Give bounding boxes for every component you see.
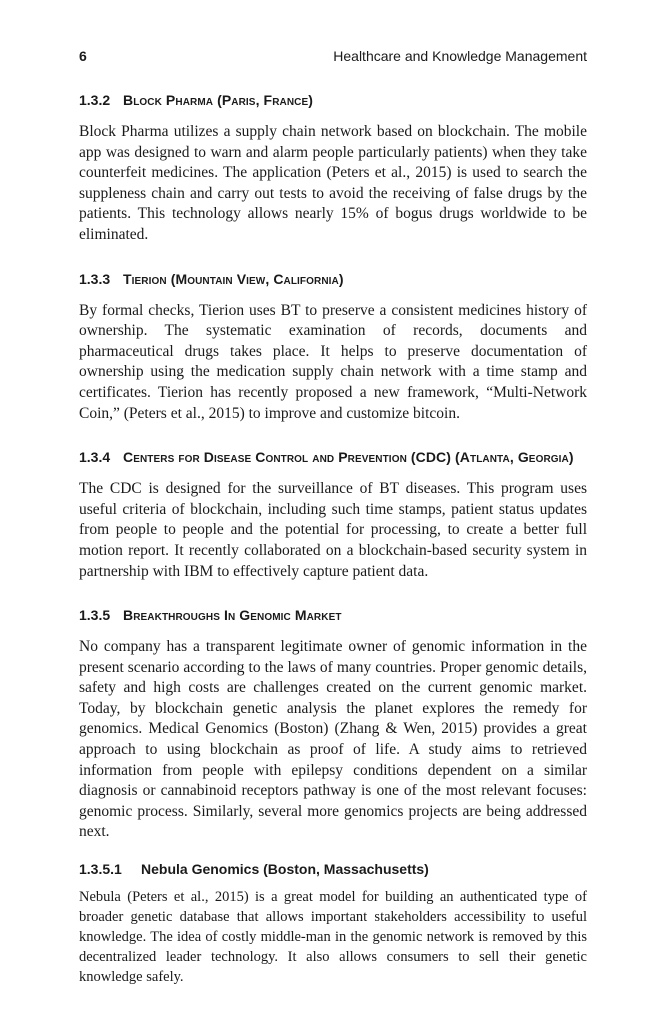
section-paragraph: By formal checks, Tierion uses BT to preserve a consistent medicines history of ownership. The systematic examination of records, documents and pharmaceutical drugs takes place. It helps to preserve documentation of ownership using the medication supply chain network with a time stamp and certificates. Tierion has recently proposed a new framework, “Multi-Network Coin,” (Peters et al., 2015) to improve and customize bitcoin. [79,301,587,422]
section-paragraph: Block Pharma utilizes a supply chain network based on blockchain. The mobile app was designed to warn and alarm people particularly patients) when they take counterfeit medicines. The application (Peters et al., 2015) is used to search the suppleness chain and carry out tests to avoid the receiving of false drugs by the patients. This technology allows nearly 15% of bogus drugs worldwide to be eliminated. [79,123,587,243]
section-genomic-market [79,605,587,843]
section-tierion [79,269,587,425]
running-title: Healthcare and Knowledge Management [333,48,587,64]
subsection-paragraph: Nebula (Peters et al., 2015) is a great model for building an authenticated type of broader genetic database that allows important stakeholders accessibility to useful knowledge. The idea of costly middle-man in the genomic network is removed by this decentralized leader technology. It also allows consumers to sell their genetic knowledge safely. [79,889,587,986]
page-number: 6 [79,48,87,64]
section-heading [79,447,587,467]
section-number: 1.3.5 [79,607,111,624]
section-title: Tierion (Mountain View, California) [123,270,344,287]
section-block-pharma [79,90,587,246]
section-title: Block Pharma (Paris, France) [123,92,314,108]
subsection-heading [79,859,587,879]
section-number: 1.3.4 [79,449,111,466]
running-head [79,48,587,64]
book-page [79,48,587,1010]
section-paragraph: No company has a transparent legitimate owner of genomic information in the present scenario according to the laws of many countries. Proper genomic details, safety and high costs are challenges created on the current genomic market. Today, by blockchain genetic analysis the planet explores the remedy for genomics. Medical Genomics (Boston) (Zhang & Wen, 2015) provides a great approach to using blockchain as proof of life. A study aims to retrieved information from people with epilepsy conditions dependent on a similar diagnosis or cannabinoid receptors pathway is one of the most relevant focuses: genomic process. Similarly, several more genomics projects are being addressed next. [79,638,587,841]
section-cdc [79,447,587,582]
section-number: 1.3.3 [79,270,111,287]
section-paragraph: The CDC is designed for the surveillance of BT diseases. This program uses useful criteria of blockchain, including such time stamps, patient status updates from people to people and the potential for processing, to create a better full motion report. It recently collaborated on a blockchain-based security system in partnership with IBM to effectively capture patient data. [79,480,587,580]
section-heading [79,269,587,289]
section-title: Breakthroughs In Genomic Market [123,607,342,624]
subsection-number: 1.3.5.1 [79,861,122,878]
section-heading [79,90,587,110]
subsection-title: Nebula Genomics (Boston, Massachusetts) [141,861,429,878]
section-number: 1.3.2 [79,92,111,108]
section-heading [79,605,587,625]
subsection-nebula-genomics [79,859,587,987]
section-title: Centers for Disease Control and Prevention (CDC) (Atlanta, Georgia) [123,449,574,466]
